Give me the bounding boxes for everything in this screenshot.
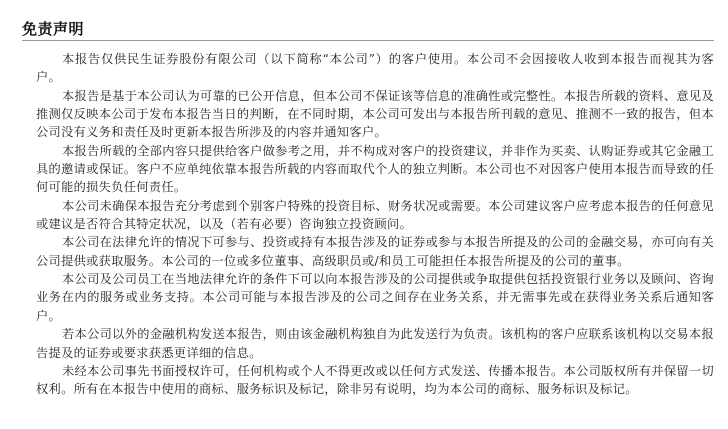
- disclaimer-paragraph: 本报告是基于本公司认为可靠的已公开信息，但本公司不保证该等信息的准确性或完整性。本报告所载的资料、意见及推测仅反映本公司于发布本报告当日的判断，在不同时期，本公司可发出与本报告所刊载的意见、推测不一致的报告，但本公司没有义务和责任及时更新本报告所涉及的内容并通知客户。: [36, 88, 714, 140]
- disclaimer-paragraph: 本公司在法律允许的情况下可参与、投资或持有本报告涉及的证券或参与本报告所提及的公司的金融交易，亦可向有关公司提供或获取服务。本公司的一位或多位董事、高级职员或/和员工可能担任本报告所提及的公司的董事。: [36, 235, 714, 268]
- disclaimer-paragraph: 本公司及公司员工在当地法律允许的条件下可以向本报告涉及的公司提供或争取提供包括投资银行业务以及顾问、咨询业务在内的服务或业务支持。本公司可能与本报告涉及的公司之间存在业务关系，并无需事先或在获得业务关系后通知客户。: [36, 272, 714, 323]
- disclaimer-paragraph: 本报告仅供民生证券股份有限公司（以下简称“本公司”）的客户使用。本公司不会因接收人收到本报告而视其为客户。: [36, 52, 714, 85]
- disclaimer-body: [36, 50, 714, 399]
- disclaimer-paragraph: 本报告所载的全部内容只提供给客户做参考之用，并不构成对客户的投资建议，并非作为买卖、认购证券或其它金融工具的邀请或保证。客户不应单纯依靠本报告所载的内容而取代个人的独立判断。本公司也不对因客户使用本报告而导致的任何可能的损失负任何责任。: [36, 143, 714, 195]
- disclaimer-paragraph: 未经本公司事先书面授权许可，任何机构或个人不得更改或以任何方式发送、传播本报告。本公司版权所有并保留一切权利。所有在本报告中使用的商标、服务标识及标记，除非另有说明，均为本公司的商标、服务标识及标记。: [36, 363, 714, 397]
- disclaimer-title: 免责声明: [22, 20, 85, 38]
- disclaimer-paragraph: 若本公司以外的金融机构发送本报告，则由该金融机构独自为此发送行为负责。该机构的客户应联系该机构以交易本报告提及的证券或要求获悉更详细的信息。: [36, 327, 714, 360]
- disclaimer-paragraph: 本公司未确保本报告充分考虑到个别客户特殊的投资目标、财务状况或需要。本公司建议客户应考虑本报告的任何意见或建议是否符合其特定状况，以及（若有必要）咨询独立投资顾问。: [36, 198, 714, 232]
- title-divider: [22, 40, 714, 41]
